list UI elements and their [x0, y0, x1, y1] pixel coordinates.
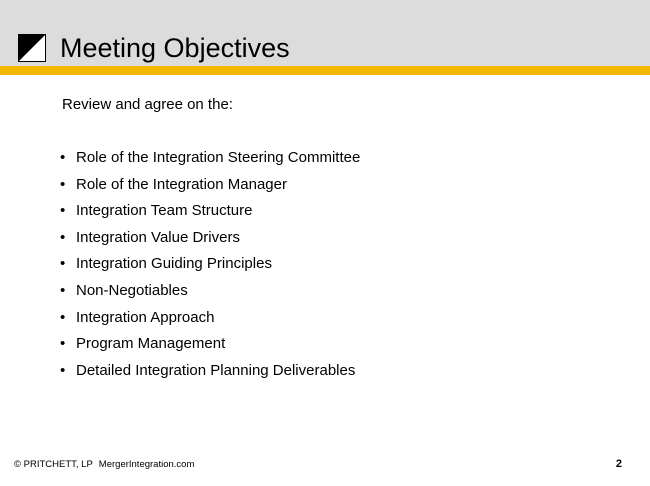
bullet-icon: • [60, 149, 66, 166]
list-item-text: Integration Value Drivers [76, 228, 240, 246]
footer-credits [14, 459, 194, 471]
copyright-text: © PRITCHETT, LP [14, 459, 93, 470]
diagonal-split-square-icon [18, 34, 46, 62]
page-title: Meeting Objectives [60, 33, 290, 63]
list-item-text: Integration Team Structure [76, 202, 253, 220]
page-number: 2 [615, 458, 622, 470]
bullet-icon: • [60, 335, 66, 353]
intro-text: Review and agree on the: [62, 96, 233, 113]
list-item-text: Integration Approach [76, 308, 215, 326]
bullet-icon: • [60, 308, 66, 326]
bullet-icon: • [60, 255, 66, 273]
list-item-text: Integration Guiding Principles [76, 255, 272, 273]
website-text: MergerIntegration.com [98, 459, 195, 470]
list-item-text: Non-Negotiables [76, 281, 188, 299]
bullet-icon: • [60, 202, 66, 220]
list-item-text: Program Management [76, 335, 226, 353]
bullet-icon: • [60, 361, 66, 379]
list-item-text: Role of the Integration Steering Committee [76, 149, 361, 166]
list-item-text: Role of the Integration Manager [76, 175, 287, 193]
bullet-icon: • [60, 175, 66, 193]
accent-bar [0, 66, 650, 75]
list-item-text: Detailed Integration Planning Deliverables [76, 361, 356, 379]
bullet-icon: • [60, 228, 66, 246]
bullet-icon: • [60, 281, 66, 299]
